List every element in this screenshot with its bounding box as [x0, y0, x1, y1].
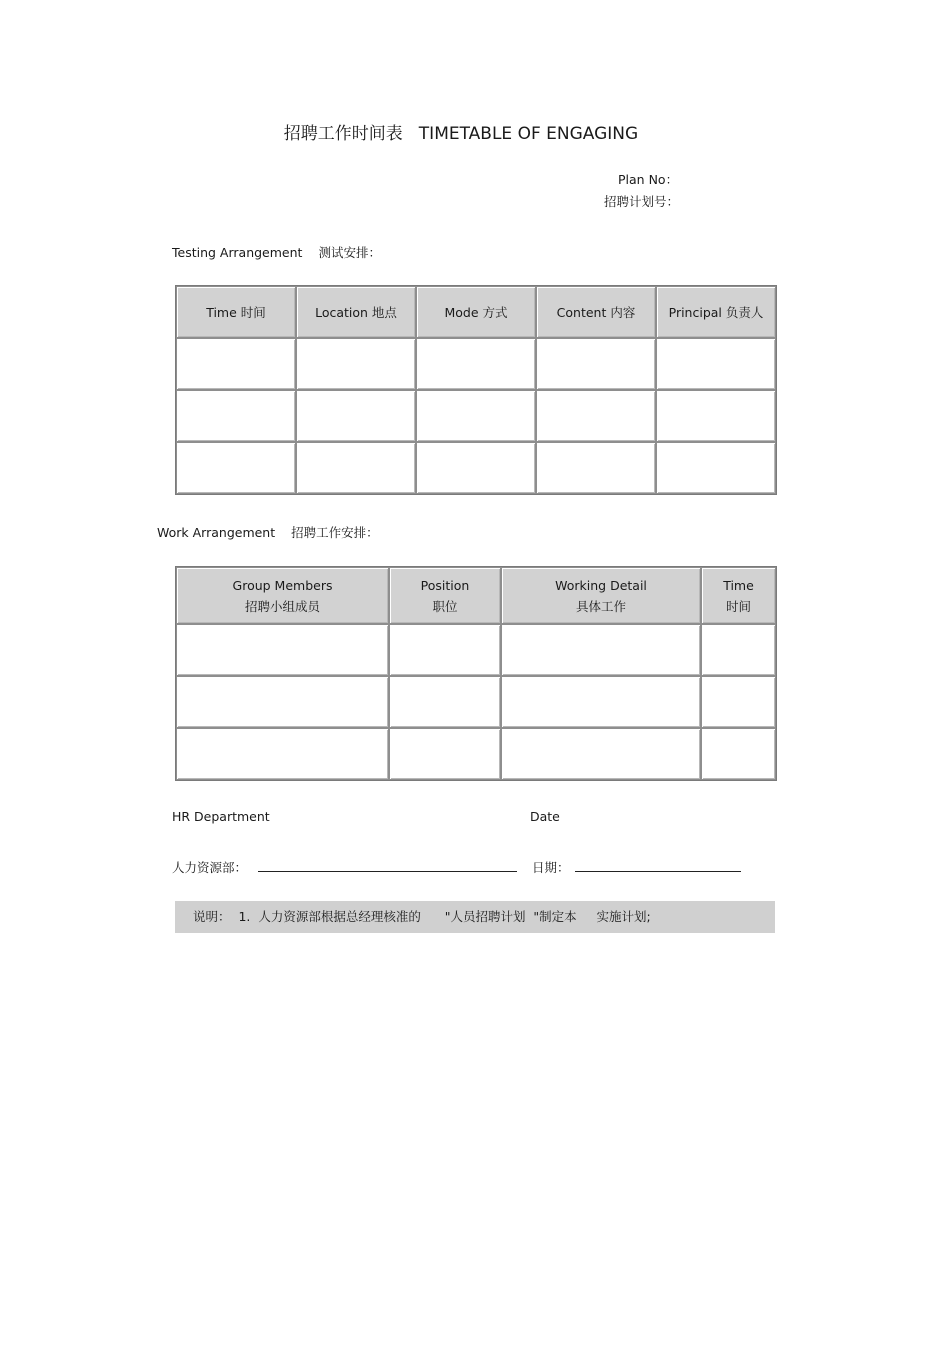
table-cell[interactable] [176, 390, 296, 442]
hr-department-cn-label: 人力资源部： [172, 860, 248, 875]
table-cell[interactable] [176, 338, 296, 390]
table-row [176, 624, 776, 676]
plan-no-cn-label: 招聘计划号： [604, 194, 680, 209]
testing-arrangement-table [175, 285, 777, 495]
table-row [176, 338, 776, 390]
header-time: Time 时间 [176, 286, 296, 338]
table-cell[interactable] [389, 624, 501, 676]
table-cell[interactable] [501, 676, 701, 728]
table-row [176, 442, 776, 494]
table-cell[interactable] [701, 624, 776, 676]
table-cell[interactable] [656, 338, 776, 390]
table-cell[interactable] [176, 728, 389, 780]
table-cell[interactable] [536, 442, 656, 494]
table-row [176, 728, 776, 780]
header-working-detail [501, 567, 701, 624]
hr-signature-line[interactable] [258, 871, 517, 872]
note-text-d: 实施计划; [596, 909, 651, 924]
note-number: 1. [238, 909, 251, 924]
header-time [701, 567, 776, 624]
testing-arrangement-heading [172, 243, 381, 261]
date-cn-label: 日期： [532, 860, 570, 875]
table-cell[interactable] [176, 624, 389, 676]
header-working-detail-cn: 具体工作 [575, 598, 626, 614]
table-cell[interactable] [416, 390, 536, 442]
header-time-cn: 时间 [725, 598, 751, 614]
header-group-members [176, 567, 389, 624]
table-cell[interactable] [176, 442, 296, 494]
table-cell[interactable] [296, 338, 416, 390]
table-cell[interactable] [536, 390, 656, 442]
table-cell[interactable] [701, 728, 776, 780]
date-label: Date [530, 809, 560, 824]
work-label-cn: 招聘工作安排： [291, 525, 379, 540]
table-cell[interactable] [536, 338, 656, 390]
header-time-en: Time [723, 577, 754, 593]
testing-label-cn: 测试安排： [318, 245, 381, 260]
work-arrangement-heading [157, 523, 379, 541]
header-location: Location 地点 [296, 286, 416, 338]
title-en: TIMETABLE OF ENGAGING [418, 124, 639, 144]
header-content: Content 内容 [536, 286, 656, 338]
table-cell[interactable] [296, 390, 416, 442]
header-group-members-en: Group Members [232, 577, 333, 593]
header-mode: Mode 方式 [416, 286, 536, 338]
table-header-row [176, 286, 776, 338]
header-working-detail-en: Working Detail [555, 577, 647, 593]
header-position-cn: 职位 [432, 598, 458, 614]
note-text-a: 人力资源部根据总经理核准的 [258, 909, 421, 924]
date-signature-line[interactable] [575, 871, 741, 872]
table-cell[interactable] [176, 676, 389, 728]
table-header-row [176, 567, 776, 624]
note-prefix: 说明： [193, 909, 231, 924]
table-cell[interactable] [416, 338, 536, 390]
table-cell[interactable] [701, 676, 776, 728]
title-cn: 招聘工作时间表 [283, 124, 403, 144]
testing-label-en: Testing Arrangement [172, 245, 303, 260]
table-cell[interactable] [416, 442, 536, 494]
work-arrangement-table [175, 566, 777, 781]
table-cell[interactable] [296, 442, 416, 494]
table-cell[interactable] [389, 728, 501, 780]
header-principal: Principal 负责人 [656, 286, 776, 338]
table-cell[interactable] [656, 442, 776, 494]
page-title [0, 119, 922, 144]
table-cell[interactable] [501, 728, 701, 780]
table-row [176, 390, 776, 442]
header-group-members-cn: 招聘小组成员 [244, 598, 320, 614]
table-cell[interactable] [389, 676, 501, 728]
table-cell[interactable] [501, 624, 701, 676]
table-cell[interactable] [656, 390, 776, 442]
plan-no-label: Plan No： [618, 172, 679, 187]
note-text-c: "制定本 [533, 909, 577, 924]
header-position-en: Position [420, 577, 470, 593]
table-row [176, 676, 776, 728]
hr-department-label: HR Department [172, 809, 270, 824]
header-position [389, 567, 501, 624]
note-text-b: "人员招聘计划 [444, 909, 526, 924]
note-bar [175, 901, 775, 933]
work-label-en: Work Arrangement [157, 525, 276, 540]
